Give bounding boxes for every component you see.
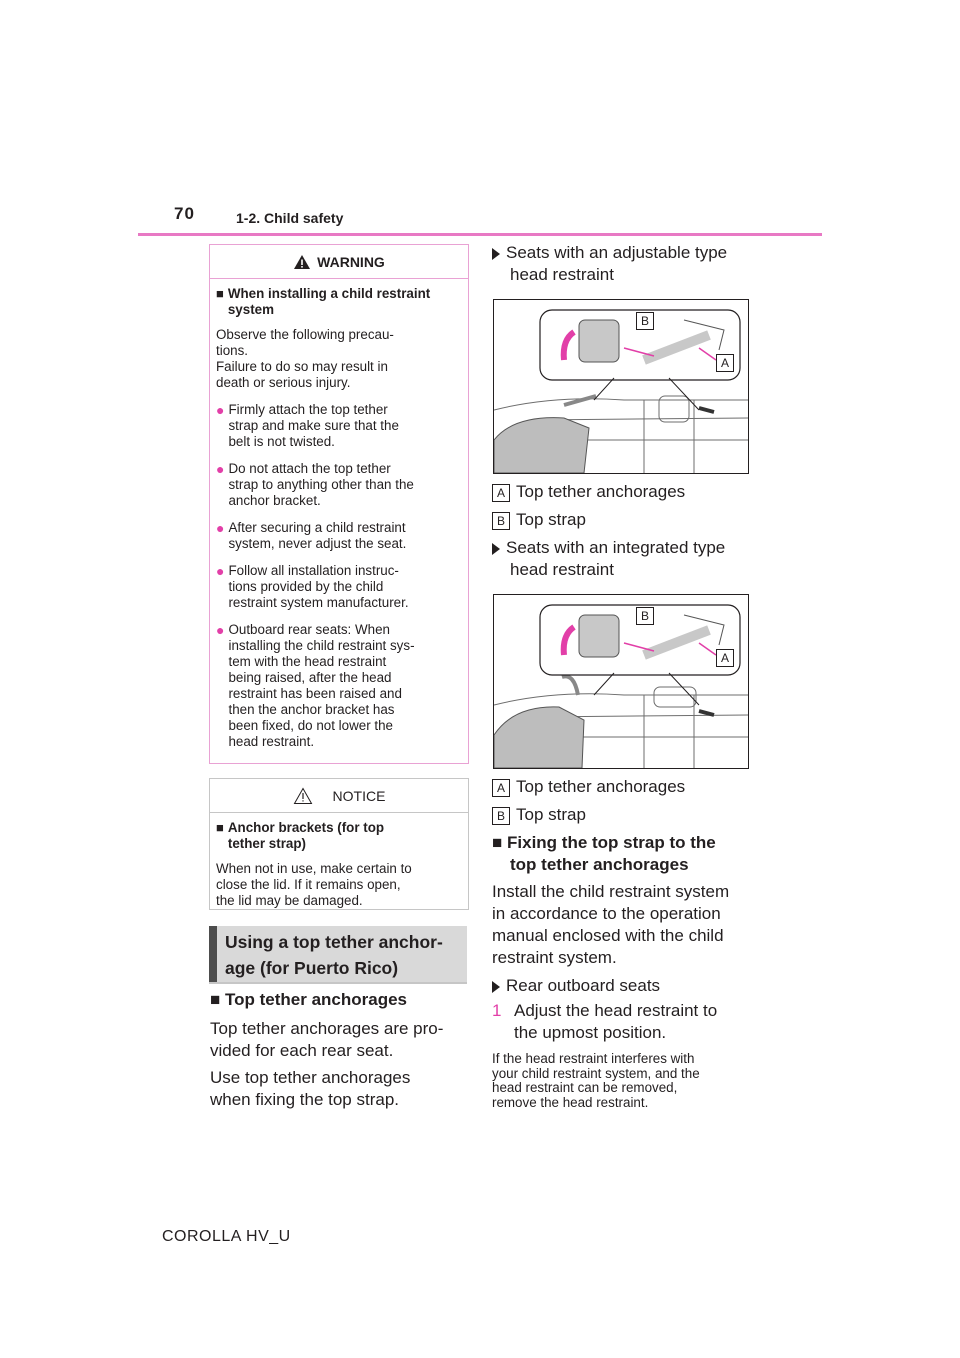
figure-adjustable-head-restraint [493,299,749,474]
legend-b-2: B Top strap [492,804,586,826]
square-bullet-icon: ■ [216,820,224,835]
warning-bullet: ● Outboard rear seats: When installing the child restraint sys- tem with the head restraint being raised, after the head restraint has been raised and then the anchor bracket has been fixed, do not lower the head restraint. [216,622,415,749]
bullet-dot-icon: ● [216,402,225,418]
header-rule [138,233,822,236]
notice-header [210,779,468,813]
callout-a: A [716,649,734,667]
section-heading: Using a top tether anchor- age (for Puerto Rico) [209,926,467,984]
seat-illustration [494,300,748,473]
warning-header [210,245,468,279]
step-1: 1 Adjust the head restraint to the upmost position. [492,1001,718,1042]
footer-model: COROLLA HV_U [162,1228,291,1245]
arrow-bullet-icon [492,543,500,555]
warning-bullet: ● Follow all installation instruc- tions provided by the child restraint system manufacturer. [216,563,409,610]
section-title: 1-2. Child safety [236,210,344,226]
notice-box: NOTICE ■ Anchor brackets (for top tether strap) When not in use, make certain to close the lid. If it remains open, the lid may be damaged. [209,778,469,910]
callout-a: A [716,354,734,372]
callout-b: B [636,312,654,330]
warning-intro: Observe the following precau- tions. Failure to do so may result in death or serious injury. [216,327,394,390]
square-bullet-icon: ■ [216,286,224,301]
bullet-dot-icon: ● [216,563,225,579]
arrow-bullet-icon [492,248,500,260]
square-bullet-icon: ■ [492,833,503,852]
page-number: 70 [174,204,195,223]
warning-title: WARNING [317,253,385,270]
warning-triangle-icon [293,254,311,270]
left-paragraph-1: Top tether anchorages are pro- vided for each rear seat. [210,1019,444,1060]
seat-illustration [494,595,748,768]
adjustable-heading: Seats with an adjustable type head restraint [492,242,727,286]
warning-box [209,244,469,764]
notice-title: NOTICE [332,787,386,804]
callout-b: B [636,607,654,625]
notice-text: When not in use, make certain to close the lid. If it remains open, the lid may be damaged. [216,861,412,908]
legend-a-2: A Top tether anchorages [492,776,685,798]
heading-bar [209,926,217,982]
bullet-dot-icon: ● [216,622,225,638]
warning-bullet: ● After securing a child restraint system, never adjust the seat. [216,520,407,551]
square-bullet-icon: ■ [210,990,221,1009]
arrow-bullet-icon [492,981,500,993]
fixing-subheading: ■ Fixing the top strap to the top tether anchorages [492,833,716,874]
notice-triangle-icon [293,787,313,805]
step-number: 1 [492,1001,502,1020]
install-paragraph: Install the child restraint system in accordance to the operation manual enclosed with the child restraint system. [492,882,730,967]
warning-bullet: ● Firmly attach the top tether strap and make sure that the belt is not twisted. [216,402,399,449]
bullet-dot-icon: ● [216,520,225,536]
legend-a: A Top tether anchorages [492,481,685,503]
warning-bullet: ● Do not attach the top tether strap to anything other than the anchor bracket. [216,461,414,508]
integrated-heading: Seats with an integrated type head restraint [492,537,725,581]
left-paragraph-2: Use top tether anchorages when fixing the top strap. [210,1068,411,1109]
rear-outboard-heading: Rear outboard seats [492,975,660,997]
warning-subheading: When installing a child restraint system [227,286,431,317]
top-tether-subheading: ■ Top tether anchorages [210,990,408,1009]
bullet-dot-icon: ● [216,461,225,477]
legend-b: B Top strap [492,509,586,531]
note-text: If the head restraint interferes with your child restraint system, and the head restraint can be removed, remove the head restraint. [492,1051,700,1110]
figure-integrated-head-restraint [493,594,749,769]
